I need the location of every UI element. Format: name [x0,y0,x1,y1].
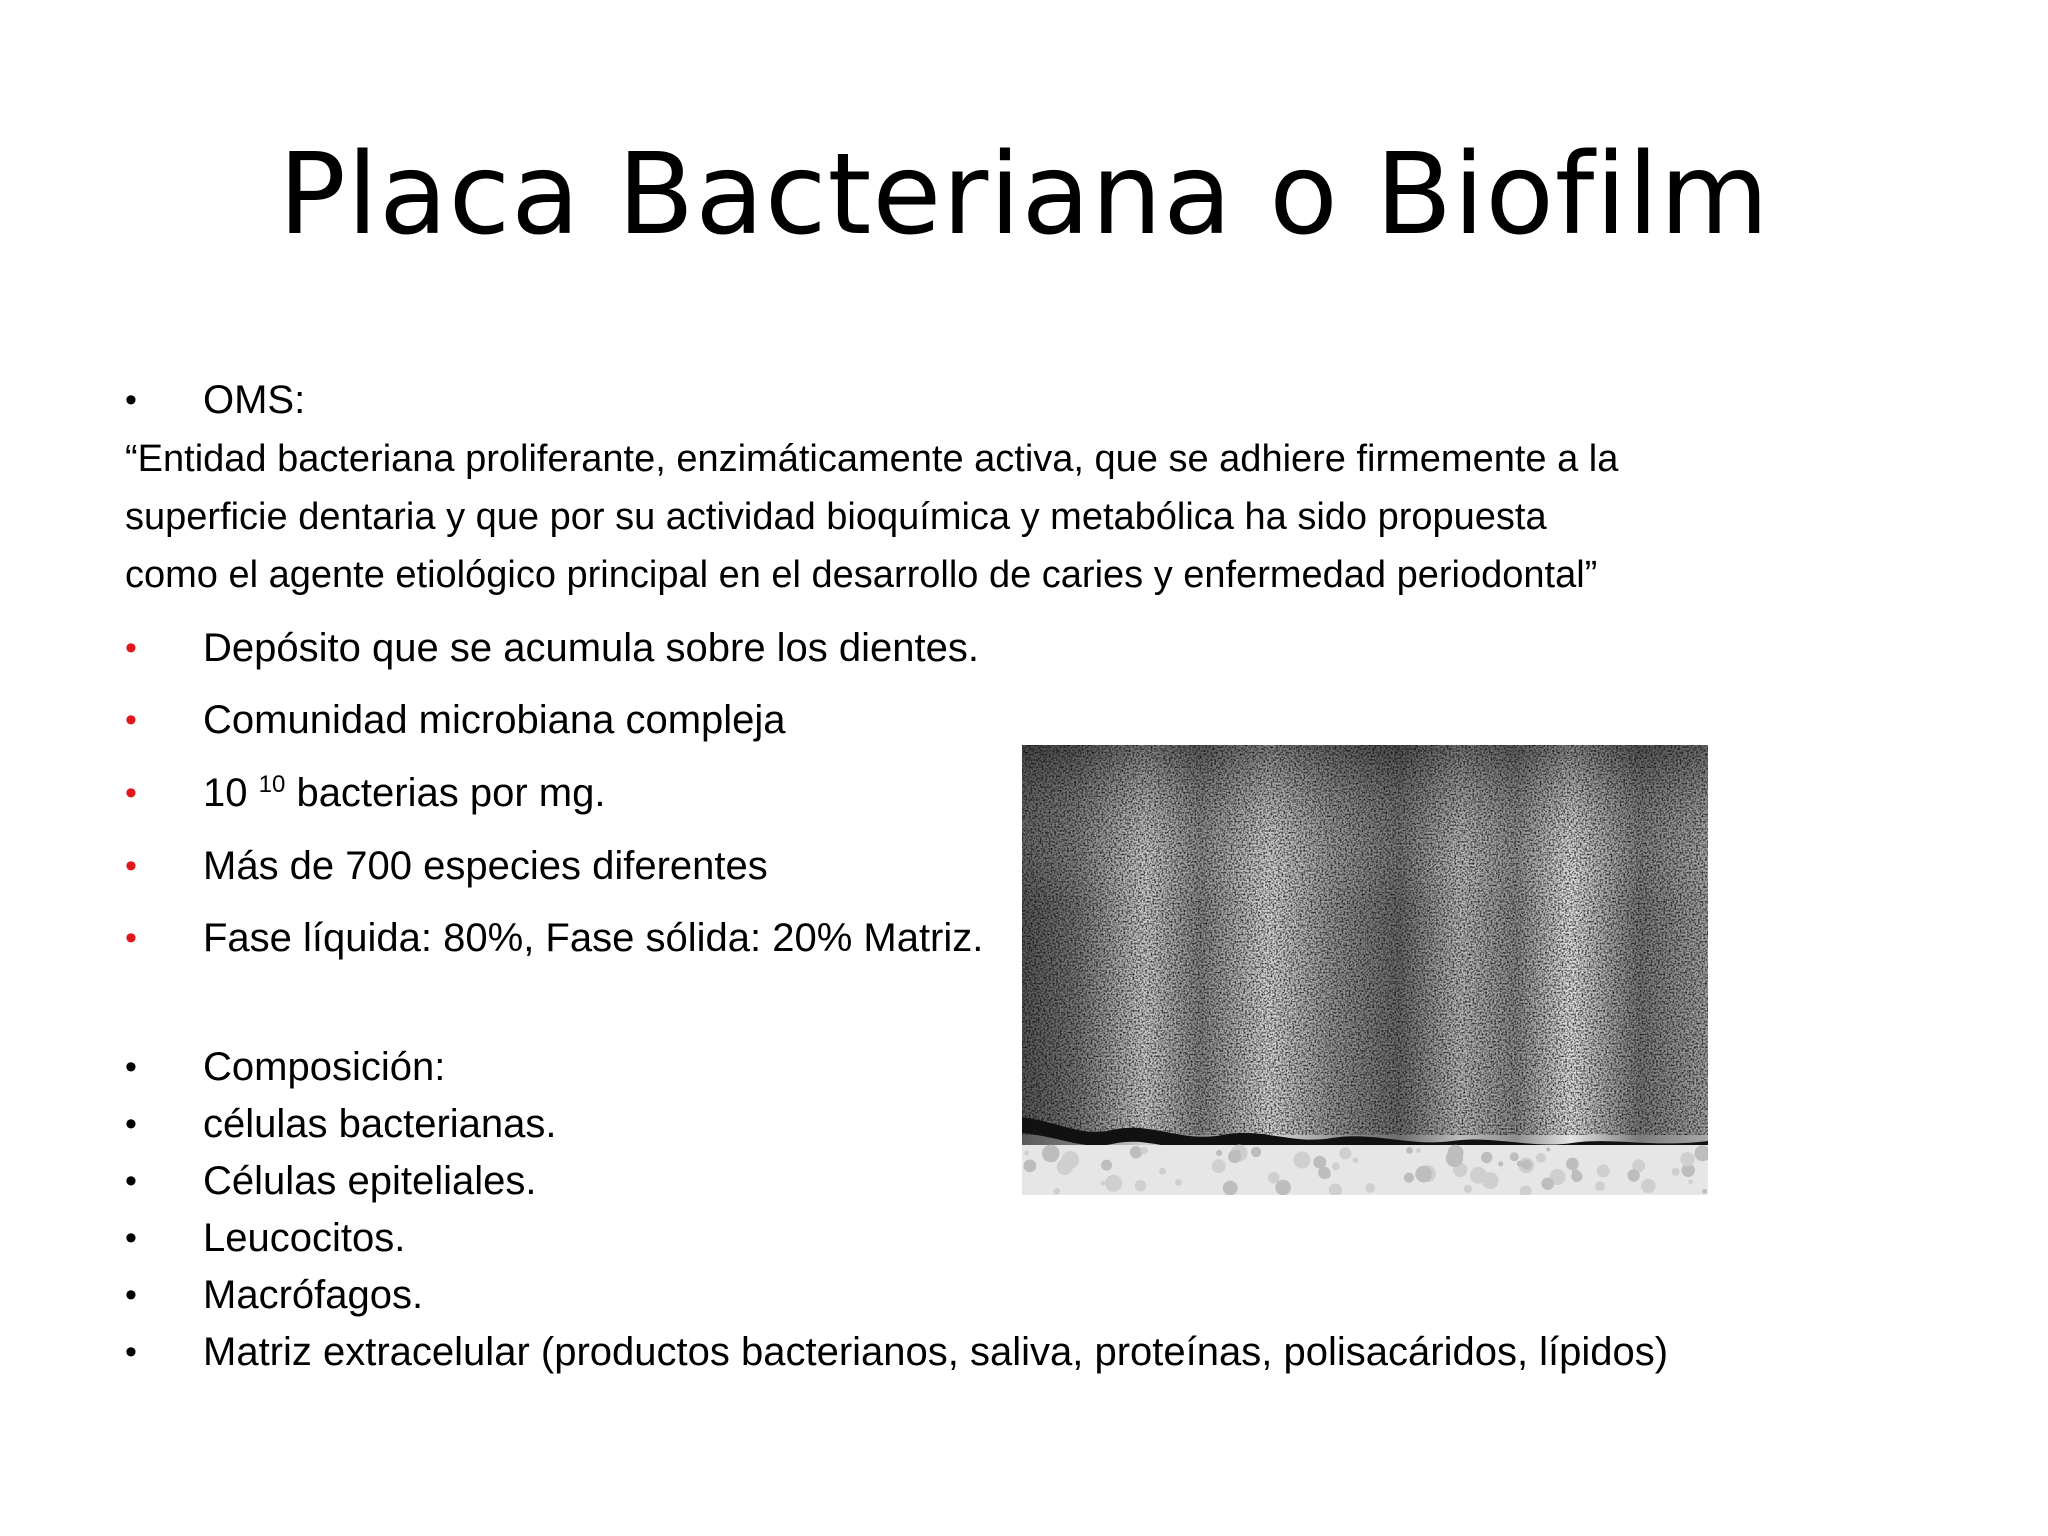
micrograph-speck [1251,1147,1261,1157]
micrograph-speck [1332,1163,1340,1171]
micrograph-speck [1313,1156,1326,1169]
micrograph-speck [1415,1166,1432,1183]
micrograph-speck [1216,1150,1222,1156]
micrograph-speck [1229,1190,1234,1195]
micrograph-speck [1536,1153,1546,1163]
micrograph-speck [1339,1147,1351,1159]
micrograph-speck [1510,1152,1519,1161]
slide-title: Placa Bacteriana o Biofilm [278,130,1770,260]
bullet-deposito: Depósito que se acumula sobre los dientes. [203,626,980,670]
micrograph-speck [1522,1160,1532,1170]
bacterias-rest: bacterias por mg. [285,771,606,815]
micrograph-texture [1022,745,1708,1135]
micrograph-speck [1498,1161,1503,1166]
bullet-marker: • [125,1219,137,1257]
micrograph-speck [1628,1169,1640,1181]
micrograph-speck [1446,1150,1463,1167]
micrograph-speck [1672,1168,1680,1176]
micrograph-speck [1054,1188,1061,1195]
composition-item: células bacterianas. [203,1102,557,1146]
micrograph-speck [1024,1151,1029,1156]
micrograph-image [1022,745,1708,1195]
bullet-oms-marker: • [125,381,137,419]
bacterias-exponent: 10 [258,771,286,798]
micrograph-speck [1042,1145,1060,1163]
micrograph-speck [1464,1185,1472,1193]
bullet-marker: • [125,1276,137,1314]
composition-item: Macrófagos. [203,1273,424,1317]
micrograph-speck [1481,1152,1492,1163]
composition-heading: Composición: [203,1045,446,1089]
micrograph-speck [1105,1175,1122,1192]
micrograph-speck [1542,1178,1554,1190]
micrograph-speck [1571,1171,1582,1182]
micrograph-speck [1546,1147,1550,1151]
micrograph-speck [1688,1180,1692,1184]
composition-item: Células epiteliales. [203,1159,537,1203]
bullet-fase: Fase líquida: 80%, Fase sólida: 20% Matriz. [203,916,984,960]
composition-item: Leucocitos. [203,1216,406,1260]
bullet-especies: Más de 700 especies diferentes [203,844,768,888]
quote-line-3: como el agente etiológico principal en el desarrollo de caries y enfermedad periodontal” [125,554,1598,596]
micrograph-speck [1159,1168,1166,1175]
oms-label: OMS: [203,378,306,422]
bullet-bacterias [203,767,605,819]
micrograph-speck [1702,1189,1707,1194]
bullet-comunidad: Comunidad microbiana compleja [203,698,786,742]
micrograph-speck [1275,1180,1291,1195]
quote-line-2: superficie dentaria y que por su actividad bioquímica y metabólica ha sido propuesta [125,496,1547,538]
bacterias-base: 10 [203,771,248,815]
micrograph-speck [1175,1179,1182,1186]
micrograph-speck [1228,1150,1241,1163]
micrograph-speck [1597,1165,1610,1178]
micrograph-speck [1100,1181,1105,1186]
micrograph-speck [1140,1147,1147,1154]
bullet-marker: • [125,1162,137,1200]
micrograph-speck [1365,1183,1375,1193]
bullet-marker: • [125,1333,137,1371]
micrograph-speck [1101,1160,1112,1171]
micrograph-speck [1130,1146,1142,1158]
micrograph-speck [1416,1148,1421,1153]
micrograph-speck [1212,1159,1226,1173]
red-bullet-marker: • [125,774,137,812]
micrograph-speck [1024,1160,1037,1173]
micrograph-speck [1470,1167,1487,1184]
micrograph-speck [1406,1147,1413,1154]
composition-item: Matriz extracelular (productos bacterianos, saliva, proteínas, polisacáridos, lípidos) [203,1330,1669,1374]
micrograph-speck [1641,1179,1655,1193]
red-bullet-marker: • [125,629,137,667]
micrograph-speck [1680,1152,1694,1166]
micrograph-speck [1061,1151,1079,1169]
micrograph-speck [1486,1179,1496,1189]
quote-line-1: “Entidad bacteriana proliferante, enzimáticamente activa, que se adhiere firmemente a la [125,438,1619,480]
micrograph-speck [1404,1173,1414,1183]
bullet-marker: • [125,1105,137,1143]
red-bullet-marker: • [125,847,137,885]
red-bullet-marker: • [125,919,137,957]
micrograph-speck [1353,1157,1359,1163]
micrograph-speck [1293,1152,1310,1169]
micrograph-speck [1566,1158,1579,1171]
micrograph-speck [1268,1172,1280,1184]
red-bullet-marker: • [125,701,137,739]
micrograph-speck [1595,1181,1605,1191]
micrograph-speck [1135,1180,1146,1191]
bullet-marker: • [125,1048,137,1086]
